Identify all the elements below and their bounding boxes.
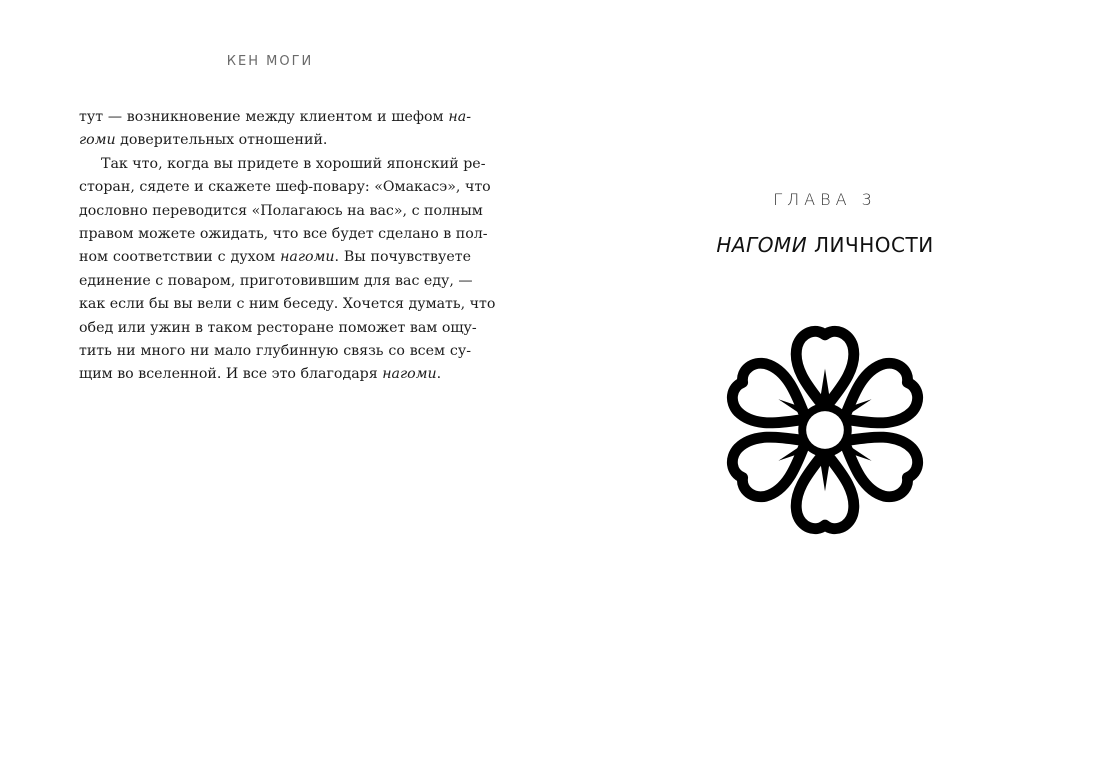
text-span: сторан, сядете и скажете шеф-повару: «Омакасэ», что: [79, 179, 491, 196]
text-span: .: [436, 366, 442, 383]
paragraph: [79, 106, 471, 153]
text-span: . Вы почувствуете: [334, 249, 472, 266]
text-line: [79, 270, 471, 293]
text-span: тить ни много ни мало глубинную связь со всем су-: [79, 343, 471, 360]
text-line: [79, 317, 477, 340]
italic-term: нагоми: [280, 249, 335, 266]
text-line: [79, 106, 471, 129]
chapter-title: [550, 233, 1100, 257]
chapter-label: ГЛАВА 3: [773, 190, 877, 209]
italic-term: нагоми: [382, 366, 437, 383]
body-text: [79, 106, 496, 387]
flower-ornament-icon: [716, 321, 934, 539]
text-line: [79, 293, 496, 316]
italic-term: на-: [448, 109, 471, 125]
text-line: [79, 340, 471, 363]
text-line: [79, 363, 471, 386]
text-line: [79, 246, 471, 269]
text-span: Так что, когда вы придете в хороший японский ре-: [101, 155, 486, 172]
text-span: правом можете ожидать, что все будет сделано в пол-: [79, 226, 488, 243]
text-span: как если бы вы вели с ним беседу. Хочется думать, что: [79, 296, 496, 313]
text-span: ном соответствии с духом: [79, 249, 281, 266]
italic-term: гоми: [79, 132, 116, 149]
text-span: доверительных отношений.: [115, 132, 328, 149]
text-span: единение с поваром, приготовившим для вас еду, —: [79, 272, 473, 289]
text-span: тут — возникновение между клиентом и шефом: [79, 109, 449, 125]
text-span: щим во вселенной. И все это благодаря: [79, 366, 383, 383]
text-line: [79, 176, 491, 199]
text-span: дословно переводится «Полагаюсь на вас», с полным: [79, 202, 483, 219]
chapter-title-italic: НАГОМИ: [716, 233, 808, 257]
paragraph: [79, 153, 496, 387]
chapter-title-rest: ЛИЧНОСТИ: [807, 233, 934, 257]
text-line: [79, 223, 488, 246]
text-line: [79, 200, 483, 223]
text-line: [79, 129, 471, 152]
text-span: обед или ужин в таком ресторане поможет вам ощу-: [79, 319, 477, 336]
running-head-author: КЕН МОГИ: [226, 54, 314, 69]
text-line: [79, 153, 486, 176]
